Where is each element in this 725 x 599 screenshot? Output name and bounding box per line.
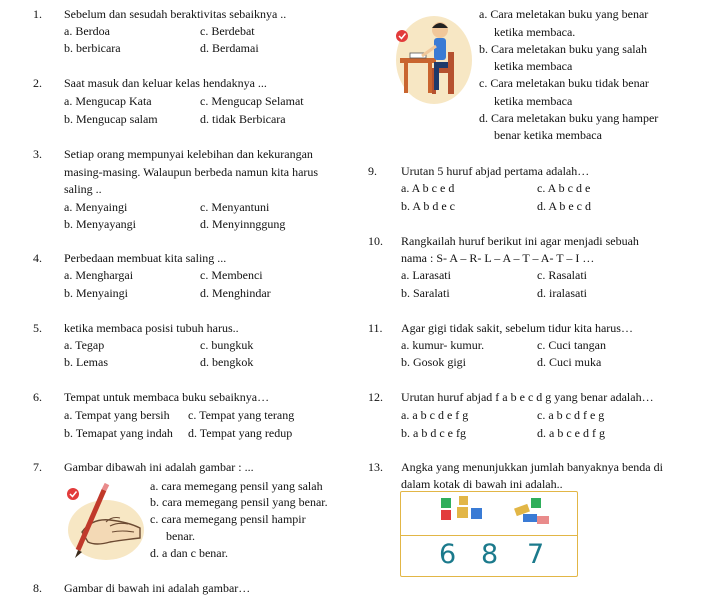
q12-text: Urutan huruf abjad f a b e c d g yang benar adalah… bbox=[401, 390, 654, 404]
q5-number: 5. bbox=[33, 321, 42, 335]
check-badge-icon bbox=[67, 488, 79, 500]
q5-option-b: b. Lemas bbox=[64, 355, 108, 369]
q3-number: 3. bbox=[33, 147, 42, 161]
check-badge-icon bbox=[396, 30, 408, 42]
q4-option-d: d. Menghindar bbox=[200, 286, 271, 300]
q8-option-d-line1: d. Cara meletakan buku yang hamper bbox=[479, 111, 659, 125]
q1-text: Sebelum dan sesudah beraktivitas sebaiknya .. bbox=[64, 7, 287, 21]
q6-option-b: b. Temapat yang indah bbox=[64, 426, 173, 440]
q4-option-b: b. Menyaingi bbox=[64, 286, 128, 300]
q8-option-c-line1: c. Cara meletakan buku tidak benar bbox=[479, 76, 649, 90]
q5-text: ketika membaca posisi tubuh harus.. bbox=[64, 321, 239, 335]
q8-number: 8. bbox=[33, 581, 42, 595]
q8-option-a-line2: ketika membaca. bbox=[494, 25, 576, 39]
q9-option-b: b. A b d e c bbox=[401, 199, 455, 213]
pencil-grip-illustration bbox=[62, 482, 144, 562]
q7-option-b: b. cara memegang pensil yang benar. bbox=[150, 495, 328, 509]
q6-number: 6. bbox=[33, 390, 42, 404]
q8-text: Gambar di bawah ini adalah gambar… bbox=[64, 581, 251, 595]
q10-option-d: d. iralasati bbox=[537, 286, 587, 300]
q1-number: 1. bbox=[33, 7, 42, 21]
counting-box-divider bbox=[401, 535, 577, 536]
q7-option-c-line2: benar. bbox=[166, 529, 195, 543]
q11-option-b: b. Gosok gigi bbox=[401, 355, 467, 369]
q2-number: 2. bbox=[33, 76, 42, 90]
q11-number: 11. bbox=[368, 321, 383, 335]
q12-option-d: d. a b c e d f g bbox=[537, 426, 605, 440]
q7-option-c-line1: c. cara memegang pensil hampir bbox=[150, 512, 306, 526]
count-number-3: 7 bbox=[527, 539, 545, 570]
q2-option-d: d. tidak Berbicara bbox=[200, 112, 286, 126]
q5-option-c: c. bungkuk bbox=[200, 338, 254, 352]
q10-option-c: c. Rasalati bbox=[537, 268, 587, 282]
q11-option-d: d. Cuci muka bbox=[537, 355, 602, 369]
q1-option-a: a. Berdoa bbox=[64, 24, 110, 38]
q8-option-b-line2: ketika membaca bbox=[494, 59, 573, 73]
school-supplies-illustration bbox=[431, 494, 561, 532]
count-number-2: 8 bbox=[481, 539, 499, 570]
q13-text-line2: dalam kotak di bawah ini adalah.. bbox=[401, 477, 563, 491]
q9-option-d: d. A b e c d bbox=[537, 199, 591, 213]
q1-option-d: d. Berdamai bbox=[200, 41, 259, 55]
q8-option-d-line2: benar ketika membaca bbox=[494, 128, 602, 142]
q6-text: Tempat untuk membaca buku sebaiknya… bbox=[64, 390, 270, 404]
q2-option-c: c. Mengucap Selamat bbox=[200, 94, 304, 108]
q10-text-line1: Rangkailah huruf berikut ini agar menjadi sebuah bbox=[401, 234, 639, 248]
q7-option-a: a. cara memegang pensil yang salah bbox=[150, 479, 323, 493]
q2-option-a: a. Mengucap Kata bbox=[64, 94, 152, 108]
q9-option-a: a. A b c e d bbox=[401, 181, 455, 195]
q5-option-d: d. bengkok bbox=[200, 355, 254, 369]
q3-option-a: a. Menyaingi bbox=[64, 200, 128, 214]
q3-text-line2: masing-masing. Walaupun berbeda namun kita harus bbox=[64, 165, 319, 179]
q4-text: Perbedaan membuat kita saling ... bbox=[64, 251, 227, 265]
q2-option-b: b. Mengucap salam bbox=[64, 112, 158, 126]
q8-option-b-line1: b. Cara meletakan buku yang salah bbox=[479, 42, 647, 56]
q11-option-a: a. kumur- kumur. bbox=[401, 338, 485, 352]
q10-number: 10. bbox=[368, 234, 383, 248]
q3-option-c: c. Menyantuni bbox=[200, 200, 270, 214]
q9-text: Urutan 5 huruf abjad pertama adalah… bbox=[401, 164, 590, 178]
q4-option-c: c. Membenci bbox=[200, 268, 263, 282]
q1-option-c: c. Berdebat bbox=[200, 24, 255, 38]
q9-option-c: c. A b c d e bbox=[537, 181, 591, 195]
q4-number: 4. bbox=[33, 251, 42, 265]
q2-text: Saat masuk dan keluar kelas hendaknya ... bbox=[64, 76, 267, 90]
q9-number: 9. bbox=[368, 164, 377, 178]
q3-option-d: d. Menyinnggung bbox=[200, 217, 286, 231]
q11-text: Agar gigi tidak sakit, sebelum tidur kita harus… bbox=[401, 321, 633, 335]
q11-option-c: c. Cuci tangan bbox=[537, 338, 606, 352]
q1-option-b: b. berbicara bbox=[64, 41, 121, 55]
counting-box bbox=[400, 491, 578, 577]
q3-text-line3: saling .. bbox=[64, 182, 102, 196]
q5-option-a: a. Tegap bbox=[64, 338, 105, 352]
q12-option-b: b. a b d c e fg bbox=[401, 426, 466, 440]
q6-option-a: a. Tempat yang bersih bbox=[64, 408, 170, 422]
q8-option-a-line1: a. Cara meletakan buku yang benar bbox=[479, 7, 649, 21]
q3-option-b: b. Menyayangi bbox=[64, 217, 136, 231]
q10-option-a: a. Larasati bbox=[401, 268, 451, 282]
q3-text-line1: Setiap orang mempunyai kelebihan dan kekurangan bbox=[64, 147, 313, 161]
q10-option-b: b. Saralati bbox=[401, 286, 450, 300]
q13-number: 13. bbox=[368, 460, 383, 474]
q7-number: 7. bbox=[33, 460, 42, 474]
q6-option-d: d. Tempat yang redup bbox=[188, 426, 293, 440]
q7-option-d: d. a dan c benar. bbox=[150, 546, 228, 560]
q13-text-line1: Angka yang menunjukkan jumlah banyaknya benda di bbox=[401, 460, 663, 474]
q10-text-line2: nama : S- A – R- L – A – T – A- T – I … bbox=[401, 251, 595, 265]
q12-option-c: c. a b c d f e g bbox=[537, 408, 605, 422]
q4-option-a: a. Menghargai bbox=[64, 268, 134, 282]
count-number-1: 6 bbox=[439, 539, 457, 570]
q8-option-c-line2: ketika membaca bbox=[494, 94, 573, 108]
child-reading-illustration bbox=[392, 6, 472, 106]
q12-option-a: a. a b c d e f g bbox=[401, 408, 469, 422]
q12-number: 12. bbox=[368, 390, 383, 404]
q6-option-c: c. Tempat yang terang bbox=[188, 408, 295, 422]
q7-text: Gambar dibawah ini adalah gambar : ... bbox=[64, 460, 254, 474]
